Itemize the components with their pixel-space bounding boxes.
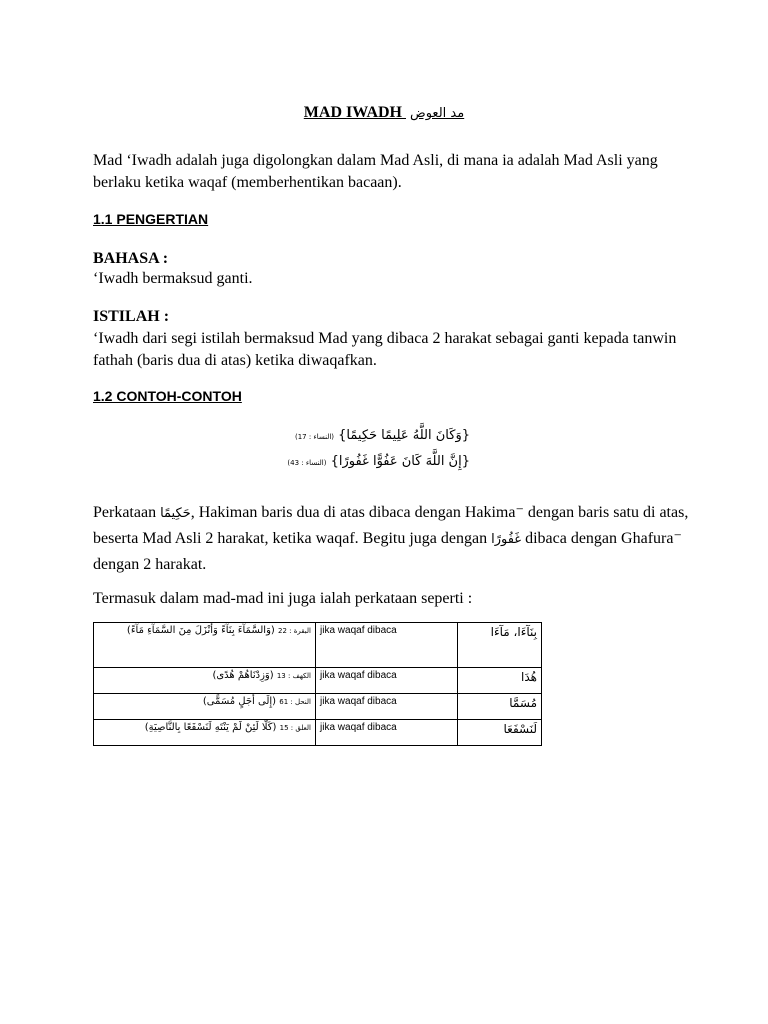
ayah-text: {إِنَّ اللَّهَ كَانَ عَفُوًّا غَفُورًا} [330, 454, 470, 469]
verse-cell [94, 720, 316, 746]
ayah-reference: (النساء : 43) [287, 459, 327, 467]
verse-reference: الكهف : 13 [276, 672, 311, 680]
label-cell: jika waqaf dibaca [316, 623, 458, 668]
ayah-example-1 [294, 428, 470, 443]
verse-text: (وَزِدْنَاهُمْ هُدًى) [212, 670, 274, 681]
arabic-word-ghafuran: غَفُورًا [491, 532, 522, 547]
explanation-part-2: , Hakiman baris dua di atas dibaca dengan Hakima⁻ dengan baris satu di atas, beserta Mad Asli 2 harakat, ketika waqaf. Begitu juga dengan [93, 504, 689, 547]
examples-table [93, 622, 542, 746]
verse-cell [94, 623, 316, 668]
arabic-word-hakiman: حَكِيمًا [160, 506, 191, 521]
table-row [94, 668, 542, 694]
word-cell: هُدَا [458, 668, 542, 694]
section-heading-pengertian: 1.1 PENGERTIAN [93, 211, 209, 227]
label-cell: jika waqaf dibaca [316, 694, 458, 720]
verse-cell [94, 694, 316, 720]
verse-text: (وَالسَّمَآءَ بِنَآءً وَأَنْزَلَ مِنَ السَّمَآءِ مَآءً) [126, 625, 275, 636]
title-arabic: مد العوض [410, 106, 465, 121]
word-cell: مُسَمَّا [458, 694, 542, 720]
word-cell: لَنَسْفَعَا [458, 720, 542, 746]
verse-text: (كَلَّا لَئِنْ لَمْ يَنْتَهِ لَنَسْفَعًا بِالنَّاصِيَةِ) [144, 722, 277, 733]
explanation-part-1: Perkataan [93, 504, 157, 521]
table-row [94, 720, 542, 746]
title-latin: MAD IWADH [303, 104, 402, 121]
label-cell: jika waqaf dibaca [316, 720, 458, 746]
ayah-reference: (النساء : 17) [294, 433, 335, 441]
verse-cell [94, 668, 316, 694]
table-intro: Termasuk dalam mad-mad ini juga ialah perkataan seperti : [93, 590, 473, 607]
bahasa-heading: BAHASA : [93, 250, 169, 267]
word-cell: بِنَآءَا، مَآءَا [458, 623, 542, 668]
document-title [0, 104, 768, 122]
ayah-text: {وَكَانَ اللَّهُ عَلِيمًا حَكِيمًا} [338, 428, 470, 443]
explanation-paragraph [93, 500, 693, 577]
verse-reference: النحل : 61 [279, 698, 311, 706]
intro-paragraph: Mad ‘Iwadh adalah juga digolongkan dalam Mad Asli, di mana ia adalah Mad Asli yang berlaku ketika waqaf (memberhentikan bacaan). [93, 152, 658, 191]
verse-reference: البقرة : 22 [278, 627, 311, 635]
bahasa-text: ‘Iwadh bermaksud ganti. [93, 270, 253, 287]
verse-reference: العلق : 15 [279, 724, 311, 732]
istilah-heading: ISTILAH : [93, 308, 170, 325]
table-row [94, 694, 542, 720]
label-cell: jika waqaf dibaca [316, 668, 458, 694]
ayah-example-2 [287, 454, 470, 469]
verse-text: (إِلَى أَجَلٍ مُسَمًّى) [202, 696, 277, 707]
section-heading-contoh: 1.2 CONTOH-CONTOH [93, 388, 242, 404]
explanation-part-3: dibaca dengan Ghafura⁻ dengan 2 harakat. [93, 530, 682, 573]
table-row [94, 623, 542, 668]
istilah-text: ‘Iwadh dari segi istilah bermaksud Mad yang dibaca 2 harakat sebagai ganti kepada tanwin fathah (baris dua di atas) ketika diwaqafkan. [93, 330, 677, 369]
